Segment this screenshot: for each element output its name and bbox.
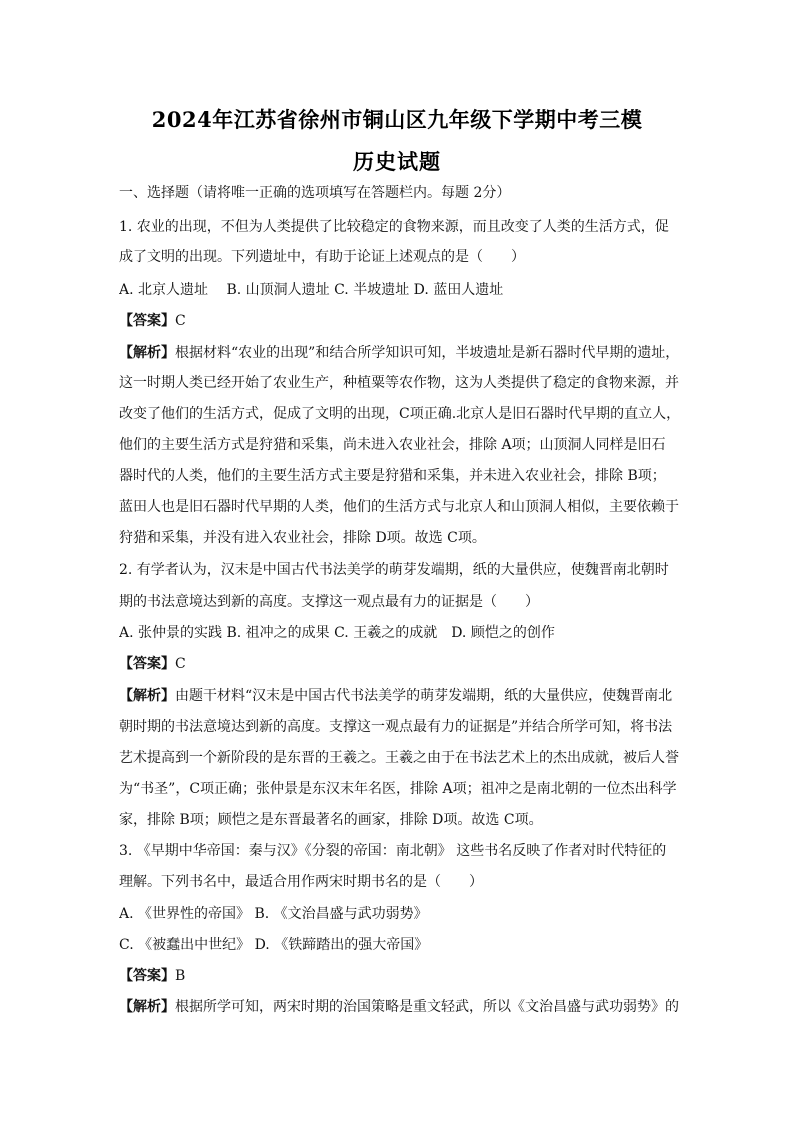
q3-stem-line-2: 理解。下列书名中，最适合用作两宋时期书名的是（ ）	[119, 874, 483, 890]
q1-explanation-line-7: 狩猎和采集，并没有进入农业社会，排除 D项。故选 C项。	[119, 530, 486, 546]
q2-explanation-line-3: 艺术提高到一个新阶段的是东晋的王羲之。王羲之由于在书法艺术上的杰出成就，被后人誉	[119, 750, 679, 766]
document-title: 2024年江苏省徐州市铜山区九年级下学期中考三模	[151, 107, 643, 132]
q2-explanation-line-5: 家，排除 B项；顾恺之是东晋最著名的画家，排除 D项。故选 C项。	[119, 812, 543, 828]
explanation-text: 根据所学可知，两宋时期的治国策略是重文轻武，所以《文治昌盛与武功弱势》的	[175, 999, 679, 1015]
q2-explanation-line-4: 为“书圣”，C项正确；张仲景是东汉末年名医，排除 A项；祖冲之是南北朝的一位杰出科学	[119, 781, 677, 797]
q1-explanation-line-6: 蓝田人也是旧石器时代早期的人类，他们的生活方式与北京人和山顶洞人相似，主要依赖于	[119, 499, 679, 515]
q2-stem-line-2: 期的书法意境达到新的高度。支撑这一观点最有力的证据是（ ）	[119, 594, 539, 610]
section-heading: 一、选择题（请将唯一正确的选项填写在答题栏内。每题 2分）	[119, 185, 511, 201]
q3-stem-line-1: 3. 《早期中华帝国：秦与汉》《分裂的帝国：南北朝》 这些书名反映了作者对时代特征的	[119, 843, 667, 859]
answer-value: C	[175, 656, 186, 672]
q2-options: A. 张仲景的实践 B. 祖冲之的成果 C. 王羲之的成就 D. 顾恺之的创作	[119, 625, 555, 641]
document-subtitle: 历史试题	[353, 149, 441, 174]
explanation-tag: 【解析】	[119, 688, 175, 704]
answer-value: B	[175, 968, 186, 984]
explanation-text: 由题干材料“汉末是中国古代书法美学的萌芽发端期，纸的大量供应，使魏晋南北	[175, 688, 673, 704]
q2-stem-line-1: 2. 有学者认为，汉末是中国古代书法美学的萌芽发端期，纸的大量供应，使魏晋南北朝时	[119, 562, 669, 578]
q3-options-line-1: A. 《世界性的帝国》 B. 《文治昌盛与武功弱势》	[119, 906, 428, 922]
explanation-text: 根据材料“农业的出现”和结合所学知识可知，半坡遗址是新石器时代早期的遗址，	[175, 345, 680, 361]
q1-explanation-line-3: 改变了他们的生活方式，促成了文明的出现，C项正确.北京人是旧石器时代早期的直立人，	[119, 406, 681, 422]
q3-explanation-line-1	[119, 997, 685, 1017]
q1-answer	[119, 311, 685, 331]
q1-explanation-line-4: 他们的主要生活方式是狩猎和采集，尚未进入农业社会，排除 A项；山顶洞人同样是旧石	[119, 437, 666, 453]
q3-options-line-2: C. 《被蠢出中世纪》 D. 《铁蹄踏出的强大帝国》	[119, 937, 429, 953]
answer-value: C	[175, 313, 186, 329]
explanation-tag: 【解析】	[119, 345, 175, 361]
q3-answer	[119, 966, 685, 986]
q2-explanation-line-1	[119, 686, 685, 706]
answer-tag: 【答案】	[119, 968, 175, 984]
explanation-tag: 【解析】	[119, 999, 175, 1015]
q1-stem-line-2: 成了文明的出现。下列遗址中，有助于论证上述观点的是（ ）	[119, 249, 525, 265]
q1-explanation-line-5: 器时代的人类，他们的主要生活方式主要是狩猎和采集，并未进入农业社会，排除 B项；	[119, 468, 666, 484]
answer-tag: 【答案】	[119, 656, 175, 672]
q2-explanation-line-2: 朝时期的书法意境达到新的高度。支撑这一观点最有力的证据是”并结合所学可知，将书法	[119, 719, 673, 735]
q1-options: A. 北京人遗址 B. 山顶洞人遗址 C. 半坡遗址 D. 蓝田人遗址	[119, 282, 504, 298]
q1-explanation-line-2: 这一时期人类已经开始了农业生产，种植粟等农作物，这为人类提供了稳定的食物来源，并	[119, 375, 679, 391]
q2-answer	[119, 654, 685, 674]
q1-stem-line-1: 1. 农业的出现，不但为人类提供了比较稳定的食物来源，而且改变了人类的生活方式，促	[119, 219, 669, 235]
answer-tag: 【答案】	[119, 313, 175, 329]
q1-explanation-line-1	[119, 343, 685, 363]
